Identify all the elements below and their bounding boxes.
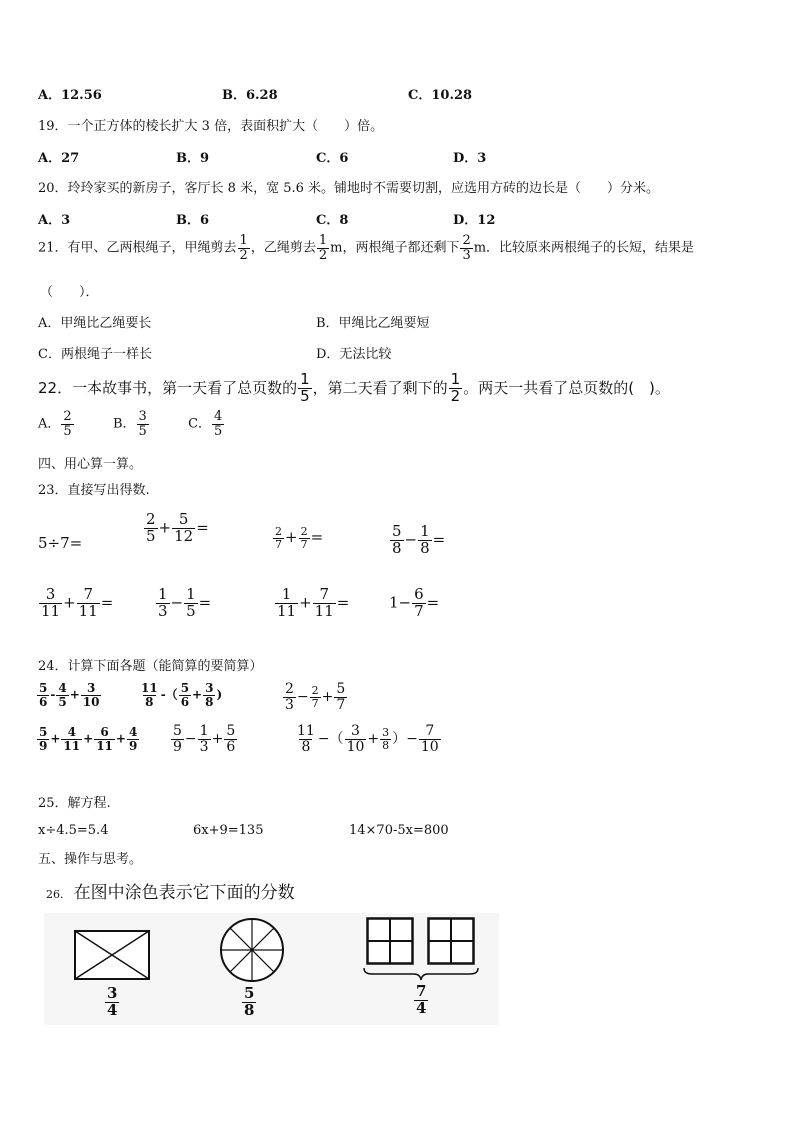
q26-fraction-circle: $\frac{5}{8}$	[244, 984, 255, 1019]
q20-option-a: A．3	[38, 213, 71, 228]
q19-option-c: C．6	[316, 151, 349, 166]
q22-option-c: C．	[188, 416, 212, 432]
q22-fraction-2: $\frac{1}{2}$	[450, 370, 461, 405]
q24-expr-4: $\frac{5}{9}$ + $\frac{4}{11}$ + $\frac{6}{11}$ + $\frac{4}{9}$	[39, 725, 138, 753]
square-quarters-left[interactable]	[366, 917, 414, 965]
q21-option-c: C．两根绳子一样长	[38, 347, 152, 362]
q23-expr-3: $\frac{2}{7}$ + $\frac{2}{7}$ =	[275, 525, 324, 551]
q21-option-a: A．甲绳比乙绳要长	[38, 316, 152, 331]
rectangle-with-diagonals[interactable]	[74, 930, 150, 980]
q19-stem: 19．一个正方体的棱长扩大 3 倍，表面积扩大（ ）倍。	[38, 119, 384, 134]
q21-option-b: B．甲绳比乙绳要短	[316, 316, 430, 331]
q21-fraction-2: $\frac{1}{2}$	[318, 233, 328, 263]
q21-blank-line: （ ）．	[40, 285, 99, 300]
q24-title: 24．计算下面各题（能简算的要简算）	[38, 659, 263, 674]
square-quarters-right[interactable]	[427, 917, 475, 965]
q24-expr-3: $\frac{2}{3}$ − $\frac{2}{7}$ + $\frac{5}{7}$	[285, 681, 346, 713]
section-5-heading: 五、操作与思考。	[38, 852, 143, 867]
q23-expr-8: 1− $\frac{6}{7}$ =	[389, 585, 440, 620]
q22-options: A． $\frac{2}{5}$ B． $\frac{3}{5}$ C． $\frac{4}{5}$	[38, 409, 223, 439]
q19-option-b: B．9	[176, 151, 210, 166]
q19-option-d: D．3	[453, 151, 487, 166]
q23-expr-7: $\frac{1}{11}$ + $\frac{7}{11}$ =	[277, 585, 350, 620]
q20-option-d: D．12	[453, 213, 496, 228]
q24-expr-2: $\frac{11}{8}$ -（ $\frac{5}{6}$ + $\frac{3}{8}$ )	[141, 681, 223, 709]
q25-equation-1: x÷4.5=5.4	[38, 823, 109, 838]
q18-option-b: B．6.28	[222, 88, 278, 103]
q22-option-a: A．	[38, 416, 61, 432]
q24-expr-1: $\frac{5}{6}$ - $\frac{4}{5}$ + $\frac{3}{10}$	[39, 681, 100, 709]
q24-expr-5: $\frac{5}{9}$ − $\frac{1}{3}$ + $\frac{5}{6}$	[173, 723, 236, 755]
q23-expr-1: 5÷7=	[38, 534, 83, 552]
brace-under-squares	[362, 966, 480, 982]
q20-option-b: B．6	[176, 213, 210, 228]
q22-stem: 22．一本故事书，第一天看了总页数的 $\frac{1}{5}$ ，第二天看了剩下的 $\frac{1}{2}$ 。两天一共看了总页数的( )。	[38, 370, 670, 405]
q20-stem: 20．玲玲家买的新房子，客厅长 8 米，宽 5.6 米。铺地时不需要切割，应选用方砖的边长是（ ）分米。	[38, 181, 660, 196]
q23-expr-6: $\frac{1}{3}$ − $\frac{1}{5}$ =	[158, 585, 212, 620]
q21-stem: 21．有甲、乙两根绳子，甲绳剪去 $\frac{1}{2}$ ，乙绳剪去 $\frac{1}{2}$ m，两根绳子都还剩下 $\frac{2}{3}$ m．比较原来两根绳子的长短，结果是	[38, 233, 695, 263]
section-4-heading: 四、用心算一算。	[38, 457, 143, 472]
q25-equation-3: 14×70-5x=800	[349, 823, 449, 838]
q21-option-d: D．无法比较	[316, 347, 392, 362]
q24-expr-6: $\frac{11}{8}$ −（ $\frac{3}{10}$ + $\frac{3}{8}$ ）− $\frac{7}{10}$	[297, 723, 439, 755]
q19-option-a: A．27	[38, 151, 80, 166]
q18-option-c: C．10.28	[408, 88, 473, 103]
circle-eight-sectors[interactable]	[219, 917, 285, 983]
q26-heading: 26. 在图中涂色表示它下面的分数	[46, 883, 295, 903]
q26-fraction-rectangle: $\frac{3}{4}$	[107, 984, 118, 1019]
q25-equation-2: 6x+9=135	[193, 823, 264, 838]
q23-expr-4: $\frac{5}{8}$ − $\frac{1}{8}$ =	[392, 522, 446, 557]
q18-option-a: A．12.56	[38, 88, 102, 103]
q25-title: 25．解方程.	[38, 796, 111, 811]
q23-expr-2: $\frac{2}{5}$ + $\frac{5}{12}$ =	[146, 510, 209, 545]
q20-option-c: C．8	[316, 213, 349, 228]
q23-expr-5: $\frac{3}{11}$ + $\frac{7}{11}$ =	[41, 585, 114, 620]
q26-fraction-squares: $\frac{7}{4}$	[416, 982, 427, 1017]
q21-fraction-3: $\frac{2}{3}$	[462, 233, 471, 263]
q22-fraction-1: $\frac{1}{5}$	[300, 370, 310, 405]
q21-fraction-1: $\frac{1}{2}$	[239, 233, 248, 263]
q22-option-b: B．	[112, 416, 136, 432]
q23-title: 23．直接写出得数.	[38, 483, 150, 498]
